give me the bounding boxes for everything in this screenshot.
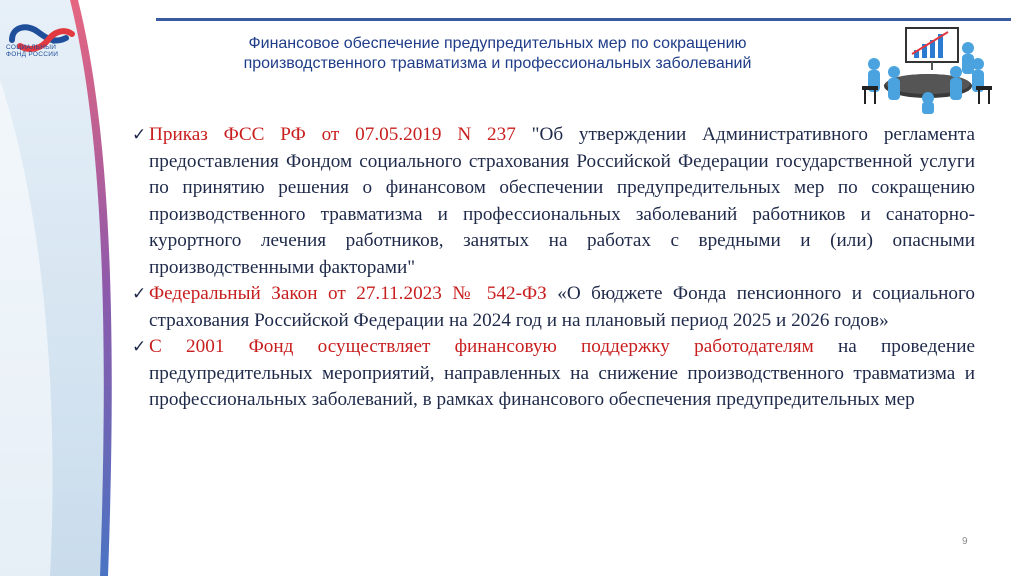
title-line2: производственного травматизма и профессиональных заболеваний (243, 55, 752, 72)
item-highlight: Федеральный Закон от 27.11.2023 № 542-ФЗ (149, 283, 547, 304)
sfr-logo-icon (8, 8, 78, 68)
checkmark-icon: ✓ (132, 125, 147, 145)
checkmark-icon: ✓ (132, 284, 147, 304)
header-rule (156, 18, 1011, 21)
content-list (132, 122, 975, 414)
item-highlight: С 2001 Фонд осуществляет финансовую поддержку работодателям (149, 336, 814, 357)
list-item (132, 334, 975, 414)
item-text: на проведение предупредительных мероприятий, направленных на снижение производственного травматизма и профессиональных заболеваний, в рамках финансового обеспечения предупредительных мер (149, 336, 975, 410)
logo-line2: ФОНД РОССИИ (6, 51, 59, 58)
list-item (132, 281, 975, 334)
page-title (175, 34, 820, 74)
logo-text (6, 44, 76, 58)
item-text: "Об утверждении Административного регламента предоставления Фондом социального страхования Российской Федерации государственной услуги по принятию решения о финансовом обеспечении предупредительных мер по сокращению производственного травматизма и профессиональных заболеваний работников и санаторно-курортного лечения работников, занятых на работах с вредными и (или) опасными производственными факторами" (149, 124, 976, 278)
left-decorative-band (0, 0, 120, 576)
checkmark-icon: ✓ (132, 337, 147, 357)
meeting-illustration-icon (836, 24, 1008, 116)
list-item (132, 122, 975, 281)
logo-line1: СОЦИАЛЬНЫЙ (6, 44, 57, 51)
item-text: «О бюджете Фонда пенсионного и социального страхования Российской Федерации на 2024 год и на плановый период 2025 и 2026 годов» (149, 283, 975, 331)
item-highlight: Приказ ФСС РФ от 07.05.2019 N 237 (149, 124, 516, 145)
page-number: 9 (962, 536, 968, 547)
title-line1: Финансовое обеспечение предупредительных мер по сокращению (248, 35, 747, 52)
